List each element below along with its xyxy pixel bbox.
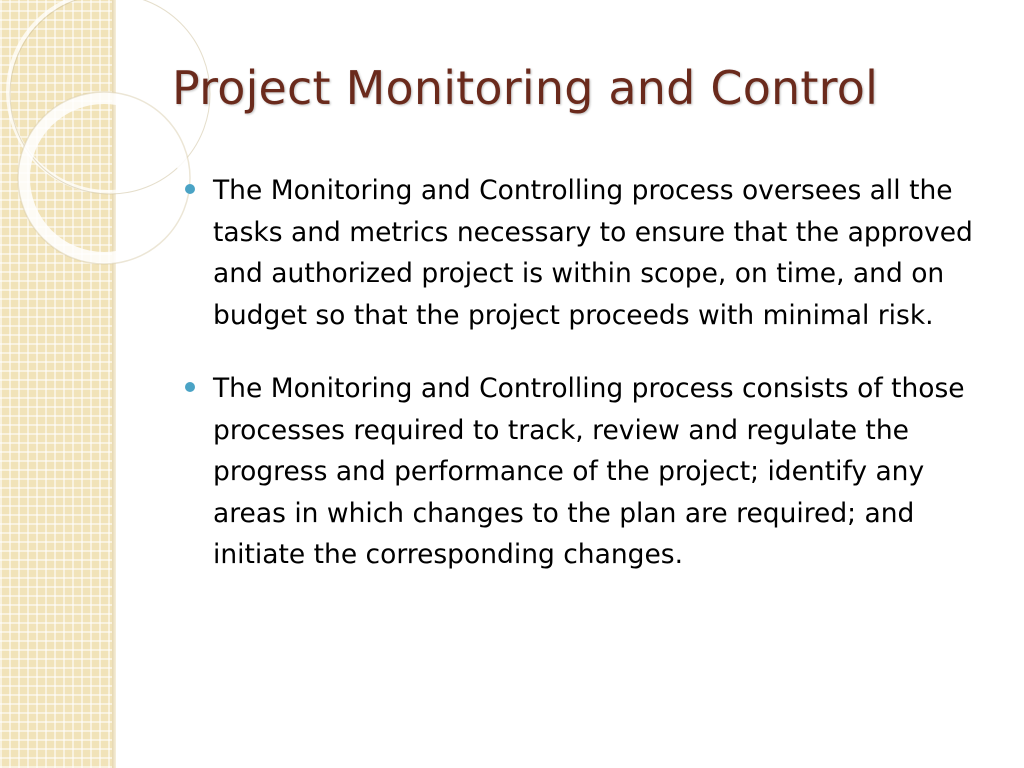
bullet-item (183, 170, 988, 336)
bullet-icon (185, 184, 195, 194)
bullet-list (183, 170, 988, 576)
bullet-text: The Monitoring and Controlling process consists of those processes required to track, review and regulate the progress and performance of the project; identify any areas in which changes to the plan are required; and initiate the corresponding changes. (213, 373, 965, 570)
slide-title: Project Monitoring and Control (172, 61, 879, 115)
bullet-item (183, 368, 988, 576)
bullet-text: The Monitoring and Controlling process oversees all the tasks and metrics necessary to ensure that the approved and authorized project is within scope, on time, and on budget so that the project proceeds with minimal risk. (213, 175, 973, 331)
bullet-icon (185, 382, 195, 392)
decorative-rings (0, 0, 130, 260)
